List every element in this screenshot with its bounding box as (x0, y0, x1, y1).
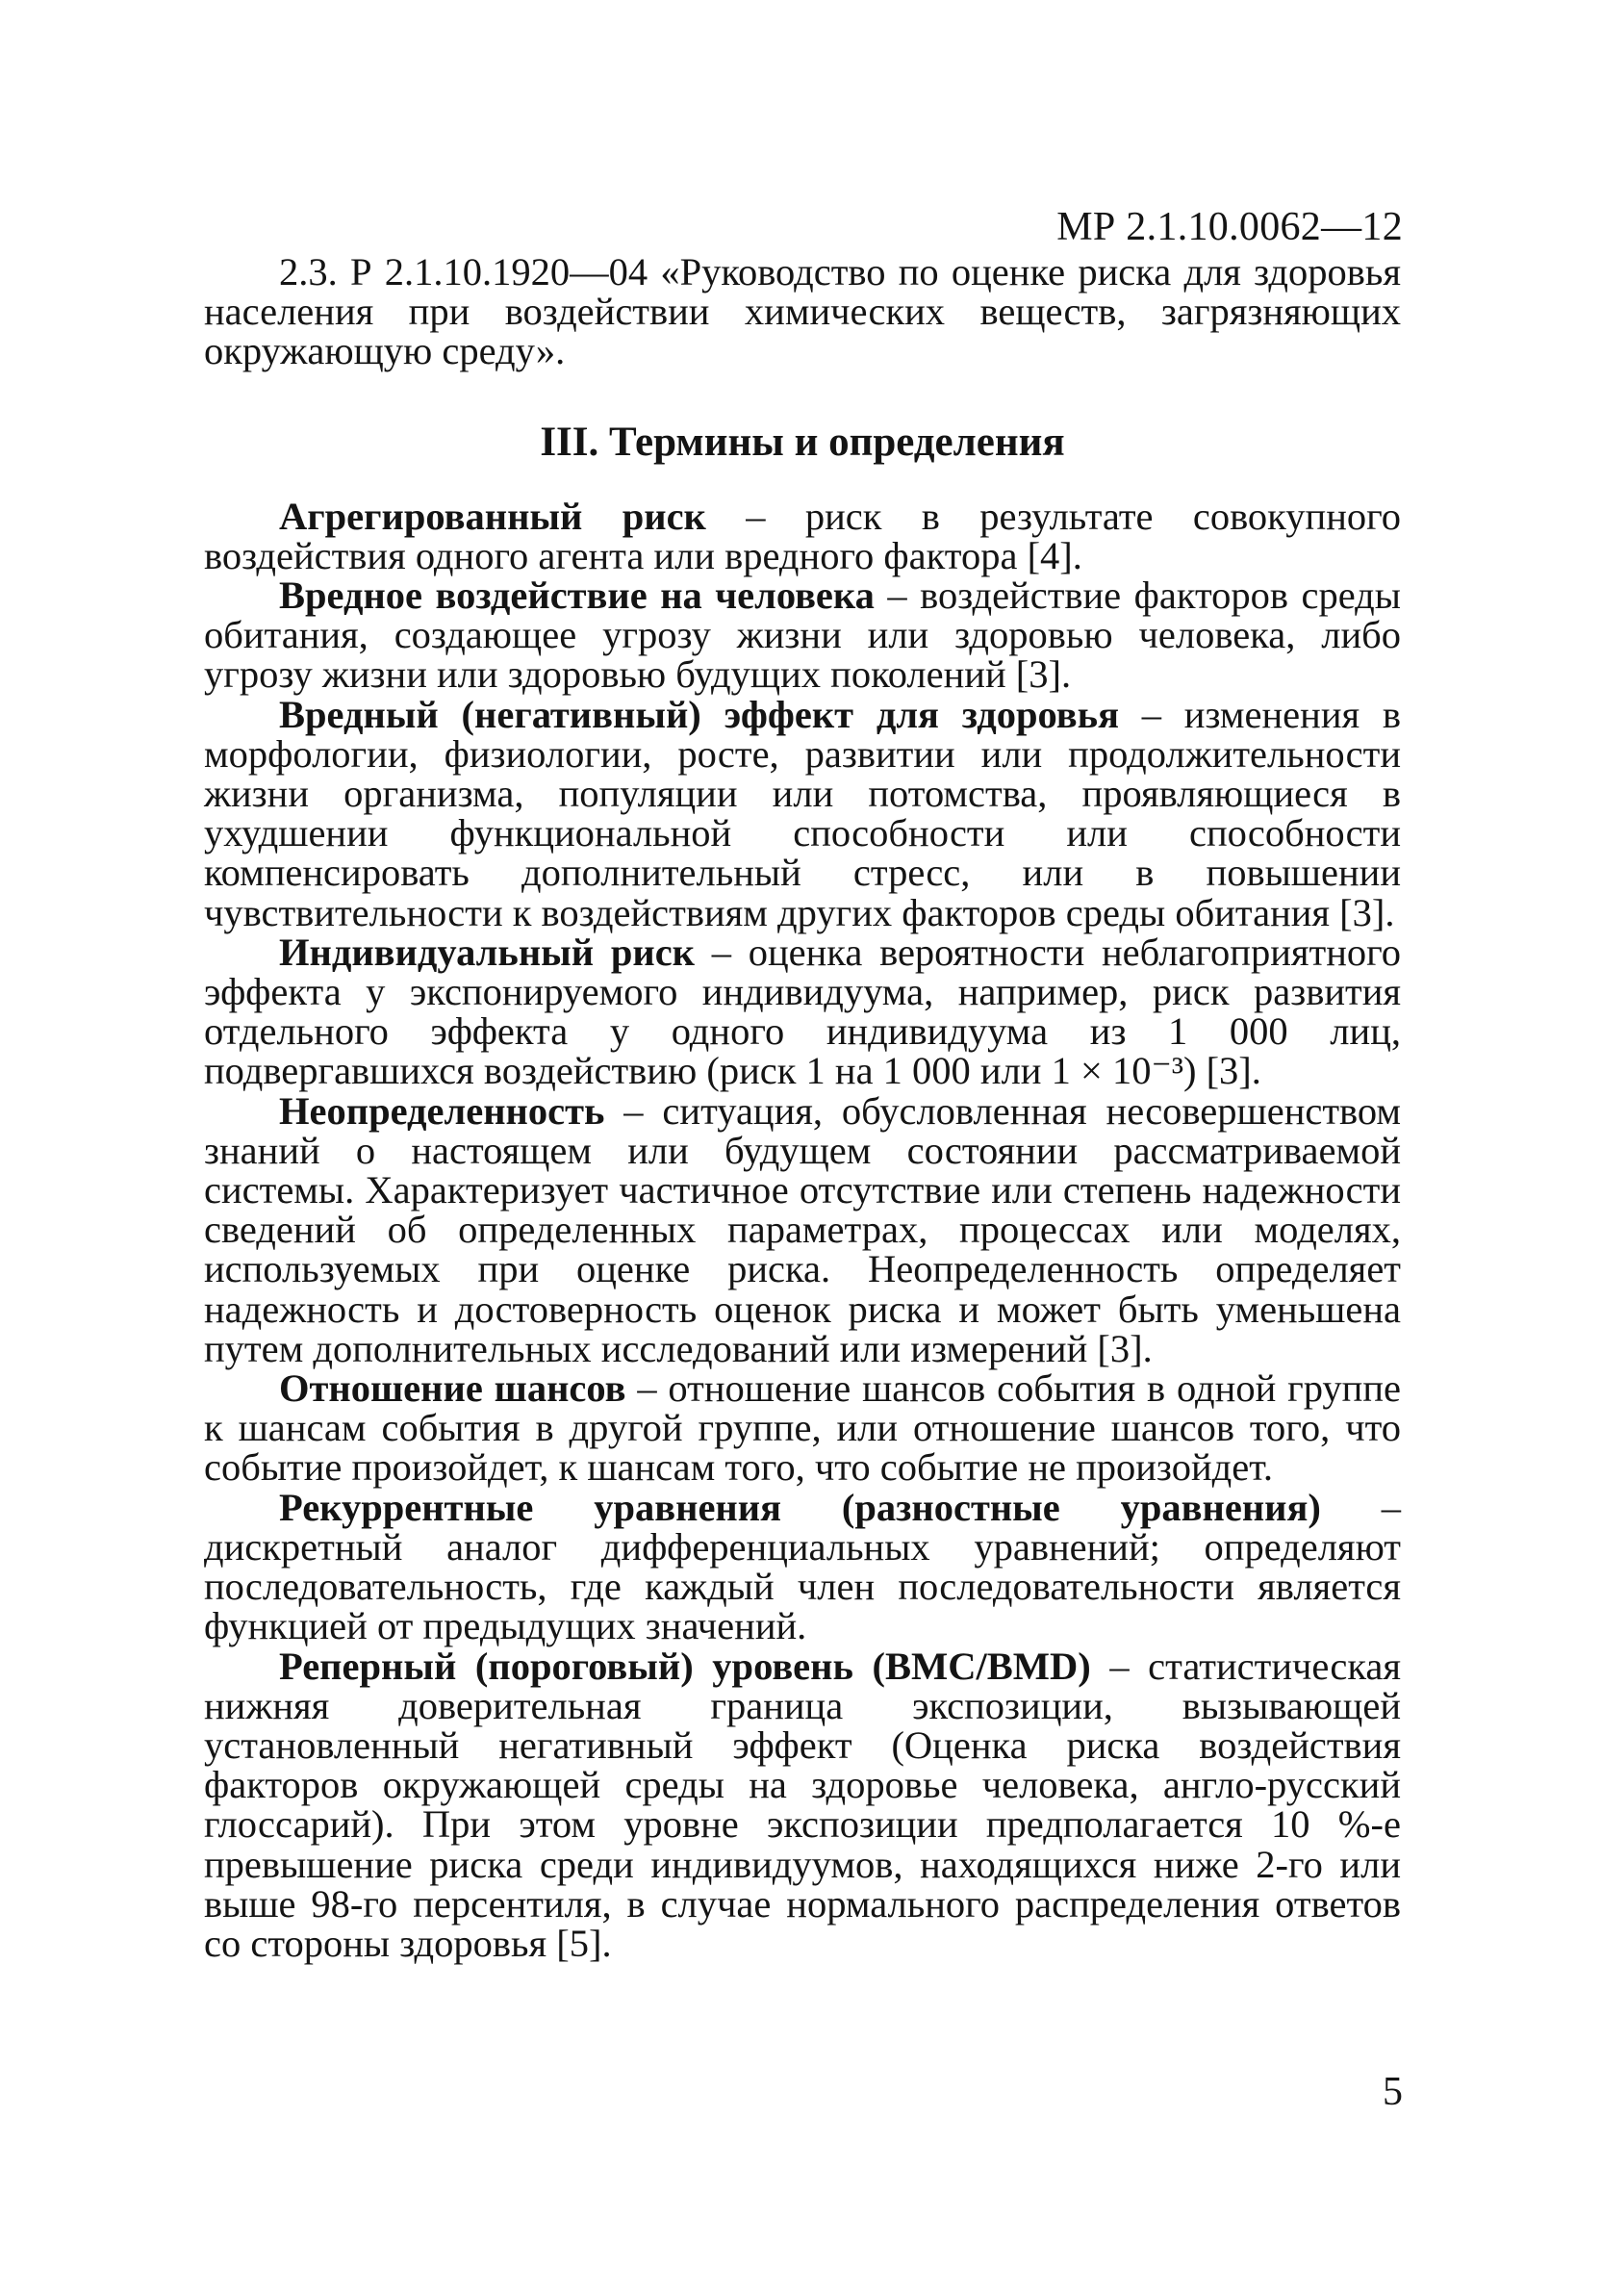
definition-term: Агрегированный риск (279, 494, 706, 538)
definition-adverse-health-effect (204, 692, 1402, 934)
definition-recurrence-equations (204, 1485, 1401, 1648)
definition-term: Вредный (негативный) эффект для здоровья (279, 692, 1119, 736)
definition-benchmark-level (204, 1646, 1401, 1964)
section-title: III. Термины и определения (540, 419, 1065, 465)
definition-uncertainty (204, 1088, 1401, 1370)
definition-text: – отношение шансов события в одной группе к шансам события в другой группе, или отношение шансов того, что событие произойдет, к шансам того, что событие не произойдет. (204, 1366, 1401, 1490)
definition-term: Отношение шансов (279, 1366, 626, 1411)
page-content (204, 252, 1401, 1963)
definition-term: Индивидуальный риск (279, 930, 696, 974)
page-number: 5 (1383, 2070, 1403, 2114)
definition-term: Неопределенность (279, 1088, 605, 1133)
document-code-header: МР 2.1.10.0062—12 (1056, 205, 1403, 249)
definition-odds-ratio (204, 1368, 1401, 1488)
definition-aggregated-risk (204, 494, 1401, 577)
definition-individual-risk (204, 932, 1401, 1091)
intro-paragraph: 2.3. Р 2.1.10.1920—04 «Руководство по оценке риска для здоровья населения при воздействии химических веществ, загрязняющих окружающую среду». (204, 250, 1401, 373)
definition-term: Вредное воздействие на человека (279, 574, 875, 618)
definition-term: Рекуррентные уравнения (разностные уравнения) (279, 1485, 1321, 1529)
definition-text: – статистическая нижняя доверительная граница экспозиции, вызывающей установленный негативный эффект (Оценка риска воздействия факторов окружающей среды на здоровье человека, англо-русский глоссарий). При этом уровне экспозиции предполагается 10 %-е превышение риска среди индивидуумов, находящихся ниже 2-го или выше 98-го персентиля, в случае нормального распределения ответов со стороны здоровья [5]. (204, 1644, 1401, 1965)
definition-text: – риск в результате совокупного воздействия одного агента или вредного фактора [4]. (204, 494, 1401, 577)
definition-text: – изменения в морфологии, физиологии, росте, развитии или продолжительности жизни организма, популяции или потомства, проявляющиеся в ухудшении функциональной способности или способности компенсировать дополнительный стресс, или в повышении чувствительности к воздействиям других факторов среды обитания [3]. (204, 692, 1402, 934)
definition-text: – оценка вероятности неблагоприятного эффекта у экспонируемого индивидуума, например, риск развития отдельного эффекта у одного индивидуума из 1 000 лиц, подвергавшихся воздействию (риск 1 на 1 000 или 1 × 10⁻³) [3]. (204, 930, 1401, 1093)
definition-text: – дискретный аналог дифференциальных уравнений; определяют последовательность, где каждый член последовательности является функцией от предыдущих значений. (204, 1485, 1401, 1648)
definition-harmful-impact (204, 575, 1401, 695)
definition-text: – ситуация, обусловленная несовершенством знаний о настоящем или будущем состоянии рассматриваемой системы. Характеризует частичное отсутствие или степень надежности сведений об определенных параметрах, процессах или моделях, используемых при оценке риска. Неопределенность определяет надежность и достоверность оценок риска и может быть уменьшена путем дополнительных исследований или измерений [3]. (204, 1088, 1401, 1370)
definition-term: Реперный (пороговый) уровень (BMC/BMD) (279, 1644, 1091, 1688)
definition-text: – воздействие факторов среды обитания, создающее угрозу жизни или здоровью человека, либо угрозу жизни или здоровью будущих поколений [3]. (204, 574, 1401, 697)
